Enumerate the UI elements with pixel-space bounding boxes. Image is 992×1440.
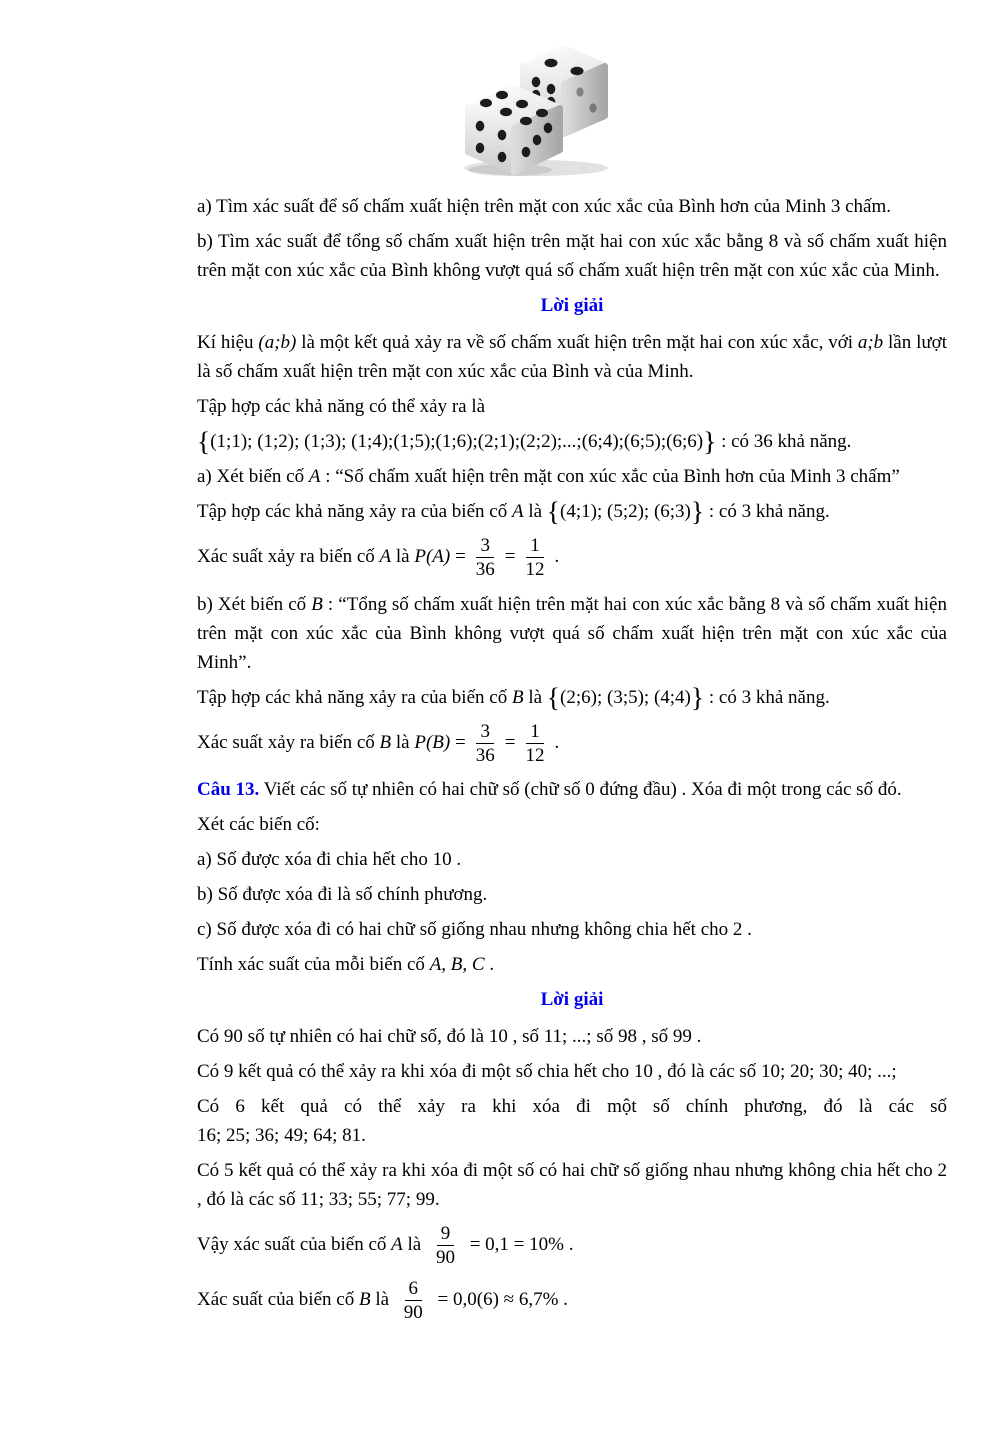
event-symbol: B [311, 593, 323, 615]
fraction-denominator: 36 [475, 559, 495, 581]
event-symbol: A [511, 501, 524, 522]
fraction-numerator: 1 [526, 721, 544, 744]
q13-prob-a [197, 1223, 947, 1269]
probability-expression: P(A) [414, 546, 451, 568]
fraction-denominator: 90 [403, 1301, 423, 1323]
event-symbol: B [358, 1288, 371, 1310]
text-run: Kí hiệu [197, 332, 259, 353]
text-run: là [370, 1288, 394, 1310]
close-brace: } [703, 425, 717, 457]
open-brace: { [197, 425, 211, 457]
q13-case-c: c) Số được xóa đi có hai chữ số giống nhau nhưng không chia hết cho 2 . [197, 919, 752, 941]
text-run: . [554, 546, 560, 568]
q13-count-div10: Có 9 kết quả có thể xảy ra khi xóa đi một số chia hết cho 10 , đó là các số 10; 20; 30; 40; ...; [197, 1061, 897, 1083]
event-symbol: B [511, 686, 524, 708]
text-run: Xác suất xảy ra biến cố [197, 546, 380, 568]
q13-count-twin: Có 5 kết quả có thể xảy ra khi xóa đi một số có hai chữ số giống nhau nhưng không chia hết cho 2 , đó là các số 11; 33; 55; 77; 99. [197, 1160, 947, 1211]
fraction-numerator: 3 [476, 535, 494, 558]
q13-ask [197, 950, 947, 979]
set-body: (2;6); (3;5); (4;4) [560, 686, 691, 708]
q13-case-a: a) Số được xóa đi chia hết cho 10 . [197, 849, 462, 871]
text-run: : có 3 khả năng. [704, 686, 830, 708]
fraction-numerator: 9 [437, 1223, 455, 1246]
math-vars: a;b [857, 332, 884, 353]
q12-part-a: a) Tìm xác suất để số chấm xuất hiện trên mặt con xúc xắc của Bình hơn của Minh 3 chấm. [197, 196, 892, 217]
text-run: Xác suất của biến cố [197, 1288, 359, 1310]
text-run: Vậy xác suất của biến cố [197, 1234, 392, 1256]
q12-sample-space [197, 427, 947, 456]
text-run: b) Xét biến cố [197, 593, 312, 615]
fraction [521, 535, 548, 581]
equals-sign: = [504, 546, 516, 568]
open-brace: { [546, 495, 561, 527]
text-run: Viết các số tự nhiên có hai chữ số (chữ số 0 đứng đầu) . Xóa đi một trong các số đó. [259, 779, 902, 801]
text-run: là một kết quả xảy ra về số chấm xuất hiện trên mặt hai con xúc xắc, với [296, 332, 858, 353]
fraction [521, 721, 548, 767]
text-run: Tính xác suất của mỗi biến cố [197, 954, 430, 976]
fraction-denominator: 12 [525, 559, 545, 581]
q12-sample-space-lead: Tập hợp các khả năng có thể xảy ra là [197, 396, 486, 417]
text-run: : “Tổng số chấm xuất hiện trên mặt hai con xúc xắc bằng 8 và số chấm xuất hiện trên mặt con xúc xắc của Bình không vượt quá số chấm xuất hiện trên mặt con xúc xắc của Minh”. [197, 593, 947, 673]
q13-consider: Xét các biến cố: [197, 814, 320, 836]
q13-count-total: Có 90 số tự nhiên có hai chữ số, đó là 10 , số 11; ...; số 98 , số 99 . [197, 1026, 702, 1048]
probability-expression: P(B) [414, 731, 451, 753]
q12-event-a [197, 462, 947, 491]
question-label: Câu 13. [197, 779, 260, 801]
text-line: 16; 25; 36; 49; 64; 81. [197, 1125, 366, 1147]
event-symbols: A, B, C [429, 954, 485, 976]
fraction [472, 721, 499, 767]
text-run: = 0,0(6) ≈ 6,7% . [432, 1288, 568, 1310]
set-body: (4;1); (5;2); (6;3) [560, 501, 691, 522]
q13-prob-b [197, 1278, 947, 1324]
text-run: . [484, 954, 495, 976]
fraction-numerator: 1 [526, 535, 544, 558]
q13-count-square [197, 1092, 947, 1150]
set-body: (1;1); (1;2); (1;3); (1;4);(1;5);(1;6);(2;1);(2;2);...;(6;4);(6;5);(6;6) [210, 431, 704, 452]
text-run: = 0,1 = 10% . [464, 1234, 574, 1256]
open-brace: { [546, 680, 561, 712]
text-run: : có 36 khả năng. [716, 431, 852, 452]
die-front [468, 88, 560, 172]
text-run: là [523, 501, 547, 522]
text-run: : “Số chấm xuất hiện trên mặt con xúc xắc của Bình hơn của Minh 3 chấm” [320, 466, 900, 487]
event-symbol: A [308, 466, 321, 487]
text-line: Có 6 kết quả có thể xảy ra khi xóa đi một số chính phương, đó là các số [197, 1096, 947, 1118]
close-brace: } [690, 680, 705, 712]
document-page [0, 34, 992, 1440]
event-symbol: A [379, 546, 392, 568]
text-run: Tập hợp các khả năng xảy ra của biến cố [197, 686, 512, 708]
fraction [472, 535, 499, 581]
text-run: a) Xét biến cố [197, 466, 309, 487]
q12-set-b [197, 680, 947, 712]
text-run: là [391, 731, 415, 753]
q13-statement [197, 775, 947, 804]
q12-event-b [197, 590, 947, 677]
text-run: Xác suất xảy ra biến cố [197, 731, 380, 753]
q12-set-a [197, 497, 947, 526]
event-symbol: B [379, 731, 392, 753]
text-run: là [523, 686, 547, 708]
dice-illustration [452, 34, 620, 180]
text-run: lần lượt là số chấm xuất hiện trên mặt con xúc xắc của Bình và của Minh. [197, 332, 947, 382]
text-run: Tập hợp các khả năng xảy ra của biến cố [197, 501, 512, 522]
dice-image [452, 34, 620, 180]
fraction-denominator: 36 [475, 744, 495, 766]
q13-case-b: b) Số được xóa đi là số chính phương. [197, 884, 488, 906]
solution-heading-q13: Lời giải [540, 989, 604, 1011]
q12-prob-a [197, 535, 947, 581]
fraction-numerator: 3 [476, 721, 494, 744]
text-run: . [554, 731, 560, 753]
equals-sign: = [455, 731, 466, 753]
fraction-denominator: 12 [525, 744, 545, 766]
fraction [400, 1278, 427, 1324]
document-body [0, 192, 992, 1323]
text-run: : có 3 khả năng. [704, 501, 830, 522]
q12-notation [197, 328, 947, 386]
q12-part-b: b) Tìm xác suất để tổng số chấm xuất hiện trên mặt hai con xúc xắc bằng 8 và số chấm xuất hiện trên mặt con xúc xắc của Bình không vượt quá số chấm xuất hiện trên mặt con xúc xắc của Minh. [197, 231, 947, 281]
equals-sign: = [504, 731, 516, 753]
fraction-numerator: 6 [405, 1278, 423, 1301]
equals-sign: = [455, 546, 466, 568]
math-pair: (a;b) [258, 332, 297, 353]
fraction [432, 1223, 459, 1269]
text-run: là [402, 1234, 426, 1256]
text-run: là [391, 546, 415, 568]
solution-heading-q12: Lời giải [540, 295, 604, 316]
event-symbol: A [391, 1234, 403, 1256]
q12-prob-b [197, 721, 947, 767]
close-brace: } [690, 495, 705, 527]
fraction-denominator: 90 [435, 1247, 455, 1269]
